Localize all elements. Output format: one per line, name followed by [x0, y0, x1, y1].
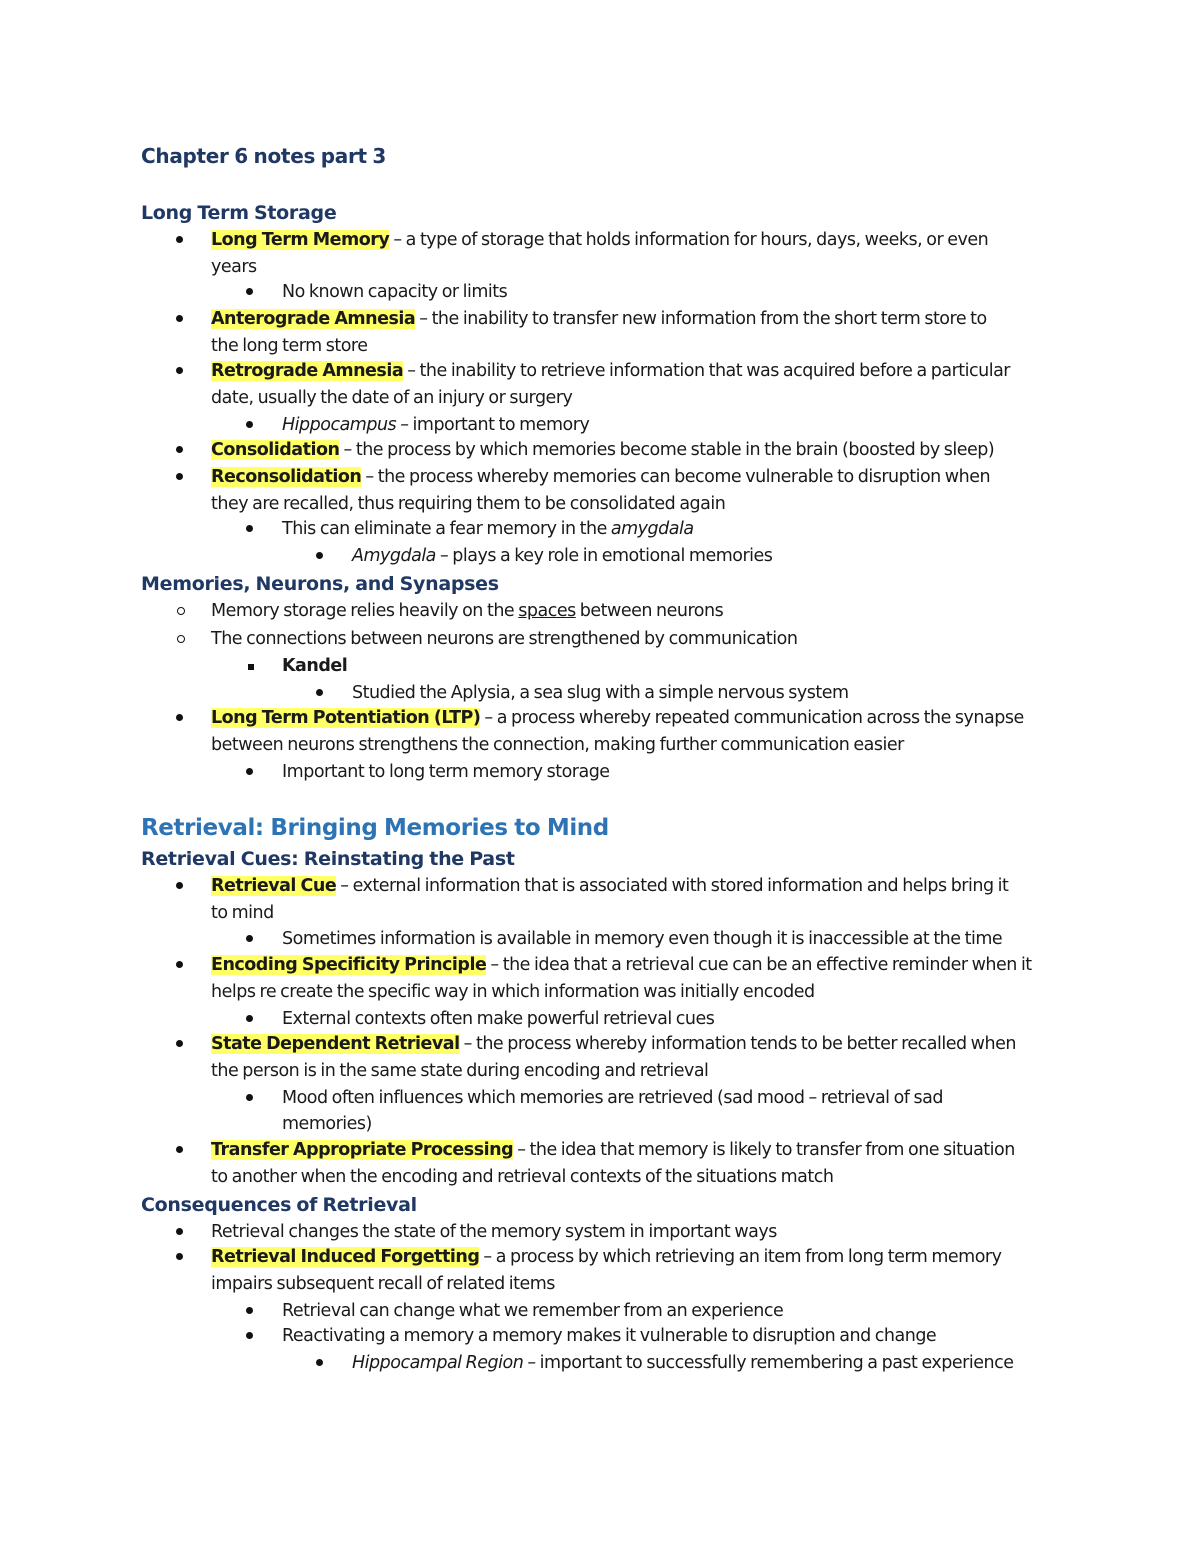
list-item: Important to long term memory storage [282, 762, 610, 782]
term-highlight: Consolidation [211, 440, 340, 460]
bullet-icon [316, 552, 323, 559]
bullet-icon [246, 288, 253, 295]
bullet-icon [176, 315, 183, 322]
list-item: Retrieval changes the state of the memory system in important ways [211, 1222, 777, 1242]
bullet-icon [246, 1015, 253, 1022]
bullet-icon [176, 446, 183, 453]
bullet-icon [246, 1307, 253, 1314]
bullet-icon [246, 1094, 253, 1101]
definition-text: – important to successfully remembering a past experience [523, 1353, 1014, 1373]
list-item-continued: the person is in the same state during encoding and retrieval [211, 1061, 709, 1081]
item-text: This can eliminate a fear memory in the [282, 519, 611, 539]
term-highlight: Encoding Specificity Principle [211, 955, 487, 975]
list-item-continued: the long term store [211, 336, 368, 356]
bullet-icon [246, 1332, 253, 1339]
definition-text: – a process by which retrieving an item from long term memory [479, 1247, 1002, 1267]
bullet-icon [246, 935, 253, 942]
term-highlight: Long Term Potentiation (LTP) [211, 708, 481, 728]
list-item-continued: impairs subsequent recall of related items [211, 1274, 555, 1294]
term-highlight: Retrograde Amnesia [211, 361, 404, 381]
heading-long-term-storage: Long Term Storage [141, 202, 337, 224]
list-item [211, 876, 1008, 896]
item-text: Memory storage relies heavily on the [211, 601, 519, 621]
italic-term: Amygdala [352, 546, 436, 566]
list-item: Retrieval can change what we remember from an experience [282, 1301, 784, 1321]
list-item-continued: years [211, 257, 257, 277]
list-item [211, 440, 994, 460]
list-item [211, 955, 1032, 975]
list-item-continued: to mind [211, 903, 274, 923]
bullet-icon [176, 1146, 183, 1153]
definition-text: – the process by which memories become stable in the brain (boosted by sleep) [339, 440, 995, 460]
definition-text: – the process whereby memories can become vulnerable to disruption when [361, 467, 991, 487]
list-item [211, 230, 988, 250]
list-item [211, 1034, 1016, 1054]
list-item [211, 361, 1010, 381]
bullet-icon [316, 689, 323, 696]
definition-text: – a type of storage that holds information for hours, days, weeks, or even [389, 230, 989, 250]
list-item [211, 467, 990, 487]
list-item [211, 708, 1024, 728]
list-item-continued: date, usually the date of an injury or surgery [211, 388, 573, 408]
list-item: No known capacity or limits [282, 282, 508, 302]
definition-text: – the idea that memory is likely to transfer from one situation [513, 1140, 1015, 1160]
list-item [211, 309, 987, 329]
bullet-icon [246, 768, 253, 775]
bullet-icon [176, 1040, 183, 1047]
list-item-continued: helps re create the specific way in which information was initially encoded [211, 982, 815, 1002]
bullet-icon [176, 367, 183, 374]
list-item: The connections between neurons are strengthened by communication [211, 629, 798, 649]
bullet-icon [176, 714, 183, 721]
item-text: between neurons [575, 601, 724, 621]
list-item: Reactivating a memory a memory makes it vulnerable to disruption and change [282, 1326, 937, 1346]
list-item [211, 1140, 1015, 1160]
heading-consequences-of-retrieval: Consequences of Retrieval [141, 1194, 417, 1216]
list-item [211, 601, 723, 621]
underlined-word: spaces [518, 601, 576, 621]
definition-text: – the idea that a retrieval cue can be an effective reminder when it [486, 955, 1032, 975]
definition-text: – the process whereby information tends to be better recalled when [459, 1034, 1016, 1054]
bullet-icon [176, 882, 183, 889]
bullet-icon [176, 1253, 183, 1260]
definition-text: – important to memory [396, 415, 590, 435]
list-item: Studied the Aplysia, a sea slug with a simple nervous system [352, 683, 849, 703]
italic-term: Hippocampus [282, 415, 397, 435]
term-highlight: Transfer Appropriate Processing [211, 1140, 514, 1160]
term-highlight: Anterograde Amnesia [211, 309, 416, 329]
list-item [352, 1353, 1013, 1373]
list-item-continued: to another when the encoding and retrieval contexts of the situations match [211, 1167, 834, 1187]
list-item [282, 415, 589, 435]
list-item [211, 1247, 1001, 1267]
italic-term: Hippocampal Region [352, 1353, 524, 1373]
definition-text: – the inability to transfer new information from the short term store to [415, 309, 987, 329]
bullet-icon [176, 473, 183, 480]
bullet-icon [176, 1228, 183, 1235]
term-highlight: State Dependent Retrieval [211, 1034, 460, 1054]
list-item: Kandel [282, 656, 348, 676]
italic-term: amygdala [610, 519, 694, 539]
definition-text: – external information that is associated with stored information and helps bring it [336, 876, 1009, 896]
definition-text: – plays a key role in emotional memories [435, 546, 773, 566]
term-highlight: Reconsolidation [211, 467, 362, 487]
circle-bullet-icon [177, 635, 185, 643]
list-item-continued: between neurons strengthens the connection, making further communication easier [211, 735, 904, 755]
subheading-retrieval-cues: Retrieval Cues: Reinstating the Past [141, 848, 515, 870]
term-highlight: Retrieval Induced Forgetting [211, 1247, 480, 1267]
bullet-icon [176, 961, 183, 968]
square-bullet-icon [248, 664, 254, 670]
document-title: Chapter 6 notes part 3 [141, 144, 387, 168]
list-item: Mood often influences which memories are retrieved (sad mood – retrieval of sad [282, 1088, 943, 1108]
heading-retrieval: Retrieval: Bringing Memories to Mind [141, 815, 609, 841]
definition-text: – the inability to retrieve information that was acquired before a particular [403, 361, 1010, 381]
bullet-icon [246, 421, 253, 428]
definition-text: – a process whereby repeated communication across the synapse [480, 708, 1024, 728]
list-item-continued: they are recalled, thus requiring them to be consolidated again [211, 494, 726, 514]
list-item: Sometimes information is available in memory even though it is inaccessible at the time [282, 929, 1003, 949]
circle-bullet-icon [177, 607, 185, 615]
heading-memories-neurons-synapses: Memories, Neurons, and Synapses [141, 573, 499, 595]
bullet-icon [246, 525, 253, 532]
term-highlight: Retrieval Cue [211, 876, 337, 896]
bullet-icon [176, 236, 183, 243]
term-highlight: Long Term Memory [211, 230, 390, 250]
list-item-continued: memories) [282, 1114, 372, 1134]
list-item [352, 546, 772, 566]
list-item [282, 519, 694, 539]
bullet-icon [316, 1359, 323, 1366]
list-item: External contexts often make powerful retrieval cues [282, 1009, 715, 1029]
